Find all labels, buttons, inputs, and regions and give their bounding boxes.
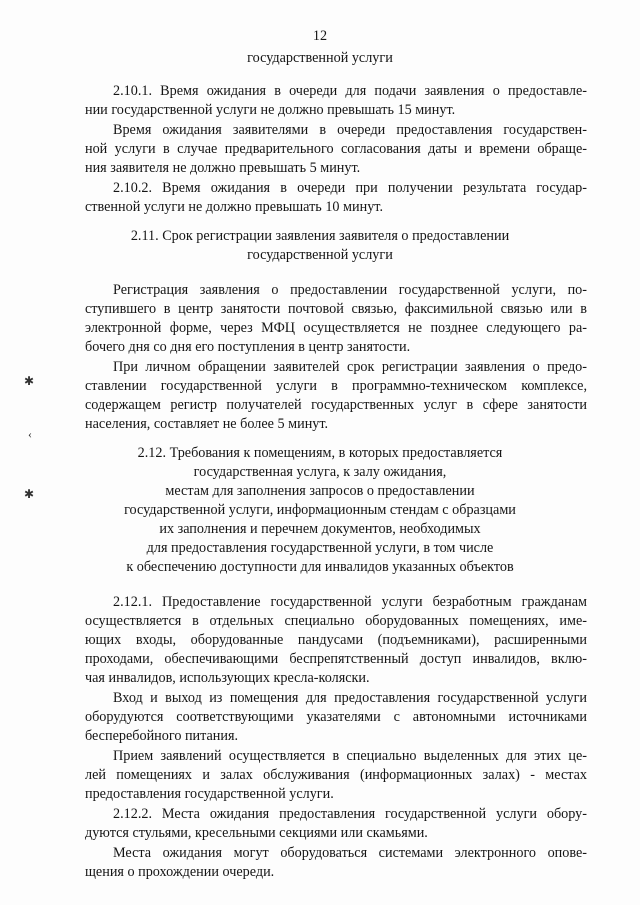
paragraph-line: осуществляется в отдельных специально оборудованных помещениях, име- [85,613,587,629]
page-number: 12 [312,28,328,44]
paragraph-line: щения о прохождении очереди. [85,864,275,880]
paragraph-line: Время ожидания заявителями в очереди предоставления государствен- [113,122,587,138]
paragraph-line: Места ожидания могут оборудоваться системами электронного опове- [113,845,587,861]
paragraph-line: ступившего в центр занятости почтовой связью, факсимильной связью или в [85,301,587,317]
section-heading-line: их заполнения и перечнем документов, необходимых [159,521,481,537]
paragraph-line: дуются стульями, кресельными секциями или скамьями. [85,825,428,841]
paragraph-line: ственной услуги не должно превышать 10 минут. [85,199,383,215]
section-heading-line: государственной услуги [247,247,393,263]
paragraph-line: ющих входы, оборудованные пандусами (подъемниками), расширенными [85,632,587,648]
paragraph-line: ния заявителя не должно превышать 5 минут. [85,160,361,176]
paragraph-line: бочего дня со дня его поступления в центр занятости. [85,339,411,355]
section-heading-line: 2.11. Срок регистрации заявления заявителя о предоставлении [130,228,510,244]
paragraph-line: Регистрация заявления о предоставлении государственной услуги, по- [113,282,587,298]
paragraph-line: Прием заявлений осуществляется в специально выделенных для этих це- [113,748,587,764]
paragraph-line: населения, составляет не более 5 минут. [85,416,329,432]
paragraph-line: проходами, обеспечивающими беспрепятственный доступ инвалидов, вклю- [85,651,587,667]
section-heading-line: для предоставления государственной услуги, в том числе [146,540,494,556]
paragraph-line: бесперебойного питания. [85,728,239,744]
punch-hole-mark: ✱ [24,374,35,388]
punch-hole-mark: ‹ [28,427,32,441]
paragraph-line: 2.12.1. Предоставление государственной услуги безработным гражданам [113,594,587,610]
paragraph-line: чая инвалидов, использующих кресла-коляски. [85,670,370,686]
section-heading-line: к обеспечению доступности для инвалидов указанных объектов [126,559,514,575]
paragraph-line: ставлении государственной услуги в программно-техническом комплексе, [85,378,587,394]
paragraph-line: нии государственной услуги не должно превышать 15 минут. [85,102,456,118]
section-heading-line: государственной услуги, информационным стендам с образцами [124,502,516,518]
paragraph-line: 2.10.2. Время ожидания в очереди при получении результата государ- [113,180,587,196]
paragraph-line: 2.10.1. Время ожидания в очереди для подачи заявления о предоставле- [113,83,587,99]
paragraph-line: лей помещениях и залах обслуживания (информационных залах) - местах [85,767,587,783]
paragraph-line: При личном обращении заявителей срок регистрации заявления о предо- [113,359,587,375]
paragraph-line: Вход и выход из помещения для предоставления государственной услуги [113,690,587,706]
section-heading-line: 2.12. Требования к помещениям, в которых предоставляется [137,445,503,461]
section-heading-line: государственная услуга, к залу ожидания, [193,464,447,480]
paragraph-line: 2.12.2. Места ожидания предоставления государственной услуги обору- [113,806,587,822]
section-heading-line: местам для заполнения запросов о предоставлении [165,483,475,499]
paragraph-line: электронной форме, через МФЦ осуществляется не позднее следующего ра- [85,320,587,336]
punch-hole-mark: ✱ [24,487,35,501]
running-head: государственной услуги [247,50,393,66]
paragraph-line: содержащем регистр получателей государственных услуг в сфере занятости [85,397,587,413]
paragraph-line: ной услуги в случае предварительного согласования даты и времени обраще- [85,141,587,157]
paragraph-line: оборудуются соответствующими указателями с автономными источниками [85,709,587,725]
paragraph-line: предоставления государственной услуги. [85,786,334,802]
